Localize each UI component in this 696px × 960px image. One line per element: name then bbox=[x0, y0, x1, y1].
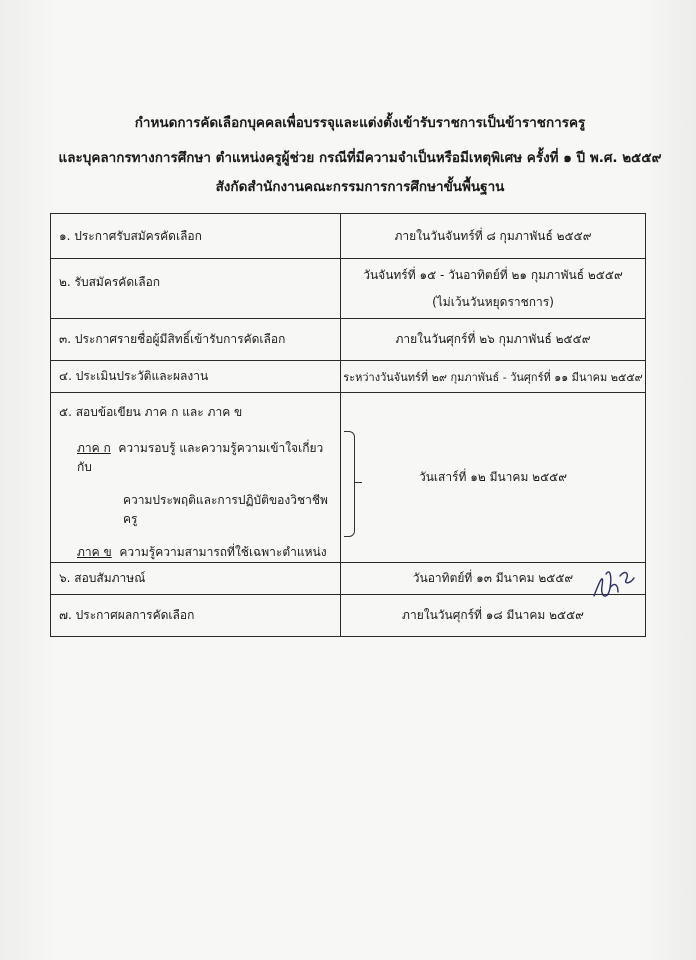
document-title-line-3: สังกัดสำนักงานคณะกรรมการการศึกษาขั้นพื้นฐาน bbox=[215, 179, 505, 195]
part-a-row bbox=[59, 439, 332, 477]
schedule-item-cell bbox=[51, 393, 341, 563]
schedule-item: ๗. ประกาศผลการคัดเลือก bbox=[51, 595, 341, 637]
part-a-label: ภาค ก bbox=[77, 441, 111, 455]
bracket-tick bbox=[354, 482, 362, 483]
schedule-date: วันจันทร์ที่ ๑๕ - วันอาทิตย์ที่ ๒๑ กุมภาพันธ์ ๒๕๕๙ bbox=[363, 267, 623, 282]
schedule-item: ๑. ประกาศรับสมัครคัดเลือก bbox=[51, 214, 341, 259]
schedule-date: วันเสาร์ที่ ๑๒ มีนาคม ๒๕๕๙ bbox=[341, 393, 646, 563]
part-b-row bbox=[59, 543, 332, 562]
document-title-line-1: กำหนดการคัดเลือกบุคคลเพื่อบรรจุและแต่งตั้งเข้ารับราชการเป็นข้าราชการครู bbox=[134, 115, 586, 131]
schedule-item: ๖. สอบสัมภาษณ์ bbox=[51, 563, 341, 595]
table-row bbox=[51, 259, 646, 319]
table-row bbox=[51, 319, 646, 361]
schedule-item: ๓. ประกาศรายชื่อผู้มีสิทธิ์เข้ารับการคัดเลือก bbox=[51, 319, 341, 361]
table-row bbox=[51, 361, 646, 393]
handwritten-signature bbox=[590, 562, 638, 606]
schedule-date-note: (ไม่เว้นวันหยุดราชการ) bbox=[432, 294, 554, 309]
part-b-label: ภาค ข bbox=[77, 545, 112, 559]
schedule-date: ภายในวันจันทร์ที่ ๘ กุมภาพันธ์ ๒๕๕๙ bbox=[341, 214, 646, 259]
schedule-date: ภายในวันศุกร์ที่ ๑๘ มีนาคม ๒๕๕๙ bbox=[341, 595, 646, 637]
table-row bbox=[51, 214, 646, 259]
schedule-item: ๔. ประเมินประวัติและผลงาน bbox=[51, 361, 341, 393]
document-title-line-2: และบุคลากรทางการศึกษา ตำแหน่งครูผู้ช่วย กรณีที่มีความจำเป็นหรือมีเหตุพิเศษ ครั้งที่ ๑ ปี พ.ศ. ๒๕๕๙ bbox=[58, 150, 662, 166]
part-a-text-2: ความประพฤติและการปฏิบัติของวิชาชีพครู bbox=[123, 493, 328, 526]
table-row bbox=[51, 595, 646, 637]
schedule-date: ระหว่างวันจันทร์ที่ ๒๙ กุมภาพันธ์ - วันศุกร์ที่ ๑๑ มีนาคม ๒๕๕๙ bbox=[341, 361, 646, 393]
part-a-text: ความรอบรู้ และความรู้ความเข้าใจเกี่ยวกับ bbox=[77, 441, 324, 474]
schedule-date: ภายในวันศุกร์ที่ ๒๖ กุมภาพันธ์ ๒๕๕๙ bbox=[341, 319, 646, 361]
table-row bbox=[51, 563, 646, 595]
schedule-table bbox=[50, 213, 646, 637]
schedule-date-cell bbox=[341, 259, 646, 319]
schedule-item: ๕. สอบข้อเขียน ภาค ก และ ภาค ข bbox=[59, 405, 243, 419]
right-bracket bbox=[344, 431, 355, 537]
schedule-date: วันอาทิตย์ที่ ๑๓ มีนาคม ๒๕๕๙ bbox=[341, 563, 646, 595]
schedule-item: ๒. รับสมัครคัดเลือก bbox=[51, 259, 341, 319]
part-b-text: ความรู้ความสามารถที่ใช้เฉพาะตำแหน่ง bbox=[119, 545, 327, 559]
